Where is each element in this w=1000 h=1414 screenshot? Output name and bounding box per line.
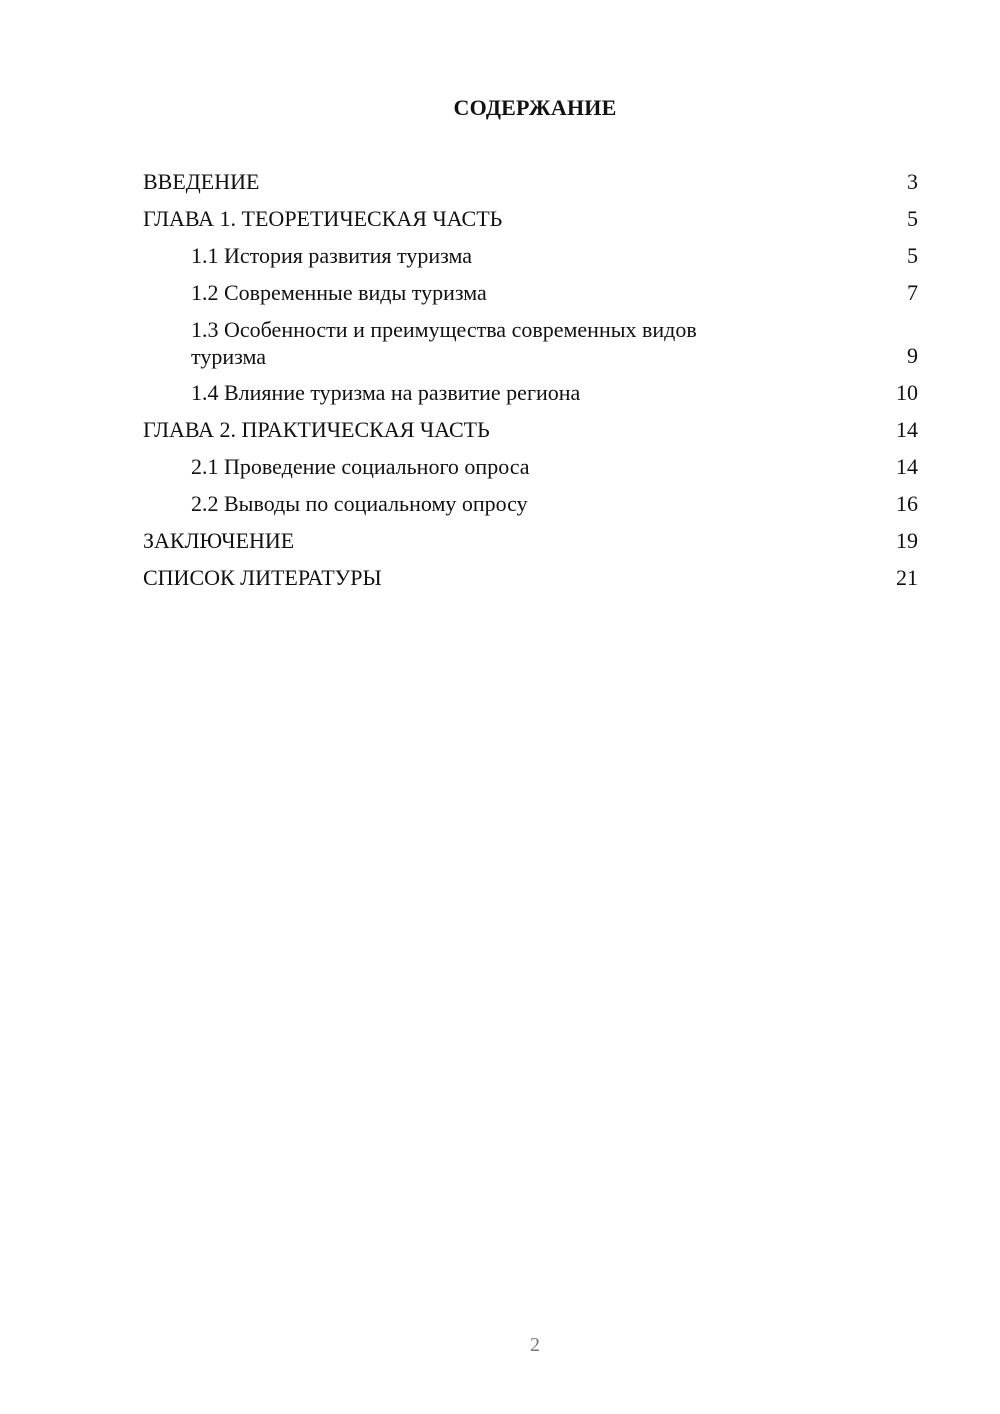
toc-entry-label: ВВЕДЕНИЕ xyxy=(143,169,260,194)
toc-entry-section-1-2 xyxy=(143,279,918,307)
toc-entry-section-2-2 xyxy=(143,490,918,518)
toc-entry-section-1-3 xyxy=(143,316,918,370)
toc-entry-page: 14 xyxy=(896,417,918,442)
toc-entry-introduction xyxy=(143,168,918,196)
toc-entry-section-1-4 xyxy=(143,379,918,407)
toc-entry-label: ГЛАВА 1. ТЕОРЕТИЧЕСКАЯ ЧАСТЬ xyxy=(143,206,503,231)
toc-entry-conclusion xyxy=(143,527,918,555)
toc-entry-chapter-1 xyxy=(143,205,918,233)
toc-entry-label: 1.3 Особенности и преимущества современных видов туризма xyxy=(191,317,697,369)
toc-entry-page: 3 xyxy=(907,169,918,194)
toc-entry-label: СПИСОК ЛИТЕРАТУРЫ xyxy=(143,565,382,590)
toc-entry-bibliography xyxy=(143,564,918,592)
toc-entry-page: 16 xyxy=(896,491,918,516)
toc-entry-label: ЗАКЛЮЧЕНИЕ xyxy=(143,528,295,553)
toc-entry-label: 2.1 Проведение социального опроса xyxy=(191,454,530,479)
toc-entry-page: 9 xyxy=(907,343,918,368)
toc-entry-label: ГЛАВА 2. ПРАКТИЧЕСКАЯ ЧАСТЬ xyxy=(143,417,490,442)
table-of-contents xyxy=(143,168,918,601)
toc-entry-label: 1.4 Влияние туризма на развитие региона xyxy=(191,380,581,405)
toc-entry-page: 19 xyxy=(896,528,918,553)
toc-entry-label: 2.2 Выводы по социальному опросу xyxy=(191,491,528,516)
toc-entry-section-1-1 xyxy=(143,242,918,270)
toc-entry-page: 7 xyxy=(907,280,918,305)
toc-entry-label: 1.2 Современные виды туризма xyxy=(191,280,487,305)
toc-entry-page: 5 xyxy=(907,243,918,268)
toc-entry-page: 21 xyxy=(896,565,918,590)
toc-entry-page: 10 xyxy=(896,380,918,405)
toc-entry-section-2-1 xyxy=(143,453,918,481)
page-title: СОДЕРЖАНИЕ xyxy=(453,95,617,120)
toc-entry-page: 14 xyxy=(896,454,918,479)
toc-entry-page: 5 xyxy=(907,206,918,231)
toc-entry-label: 1.1 История развития туризма xyxy=(191,243,473,268)
toc-entry-chapter-2 xyxy=(143,416,918,444)
page-number: 2 xyxy=(530,1334,540,1356)
